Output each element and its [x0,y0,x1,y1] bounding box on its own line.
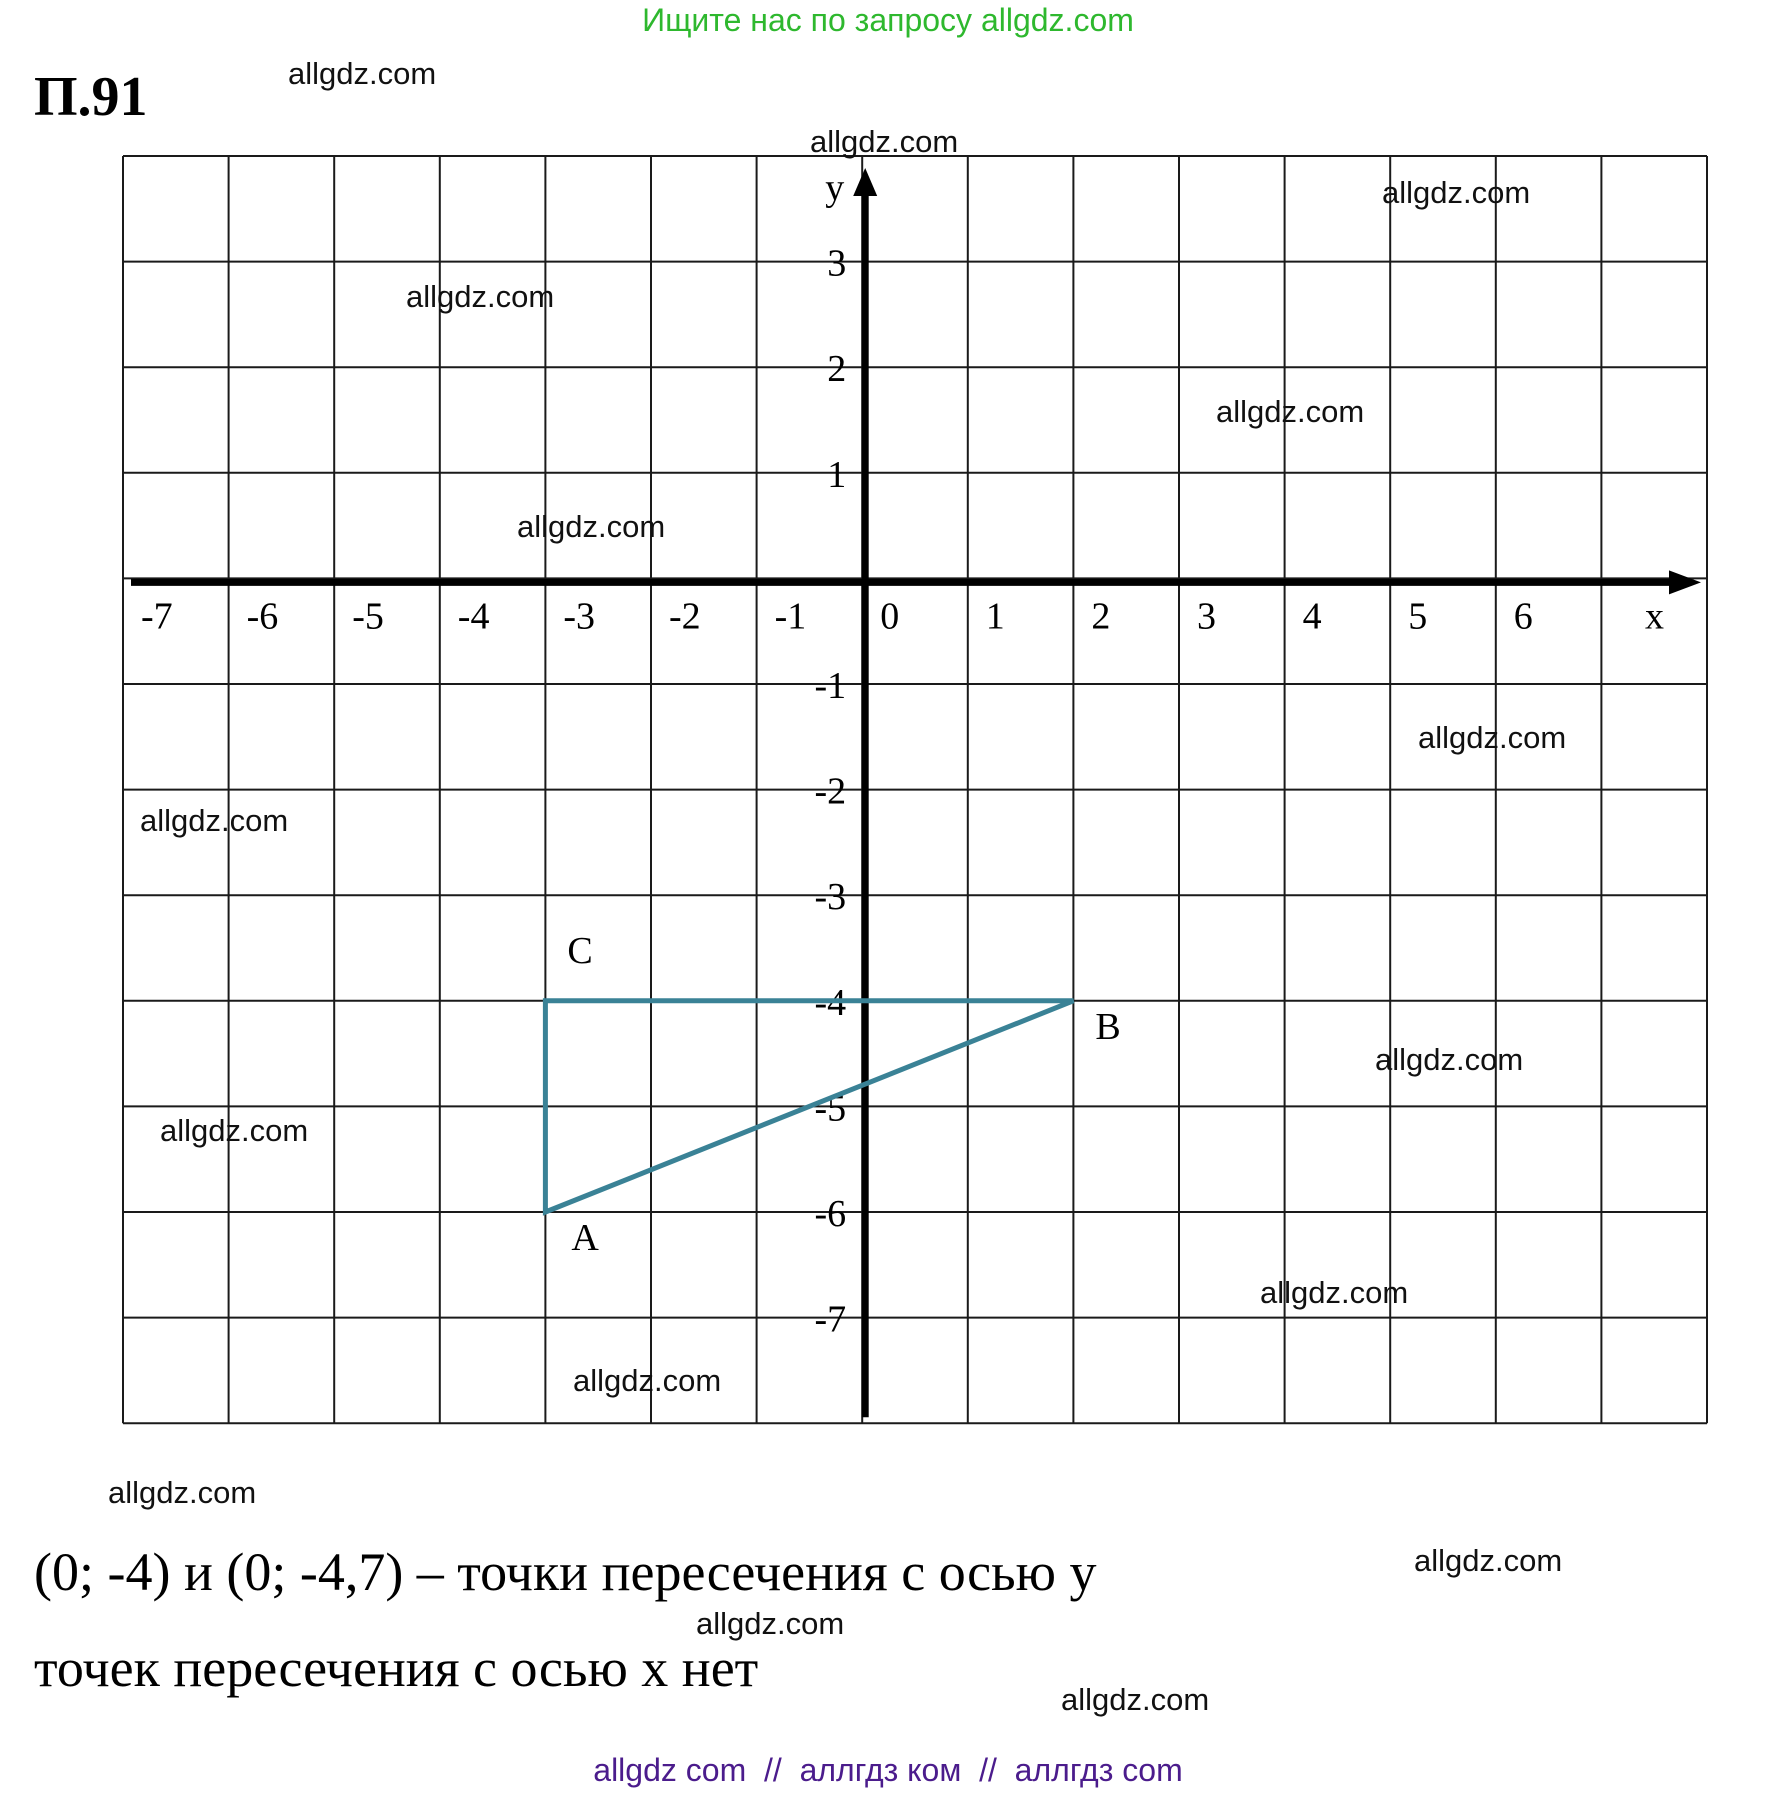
watermark-text: allgdz.com [517,509,666,544]
watermark-text: allgdz.com [1414,1543,1563,1578]
problem-title: П.91 [34,66,148,128]
x-tick-label: -2 [669,595,701,638]
x-tick-label: -3 [563,595,596,638]
watermark-text: allgdz.com [140,803,289,838]
x-tick-label: -1 [774,595,807,638]
x-tick-label: -5 [352,595,384,638]
search-hint-link[interactable]: Ищите нас по запросу allgdz.com [642,2,1134,38]
watermark-text: allgdz.com [1382,175,1531,210]
y-axis-arrow [853,168,877,196]
watermark-text: allgdz.com [810,124,959,159]
y-tick-label: -1 [814,665,847,707]
watermark-text: allgdz.com [573,1363,722,1398]
vertex-label-a: A [571,1217,599,1259]
x-tick-label: -6 [246,595,279,638]
y-tick-label: 2 [827,348,847,391]
watermark-text: allgdz.com [1375,1042,1524,1077]
vertex-label-c: C [567,929,593,972]
watermark-text: allgdz.com [160,1113,309,1148]
watermark-text: allgdz.com [406,279,555,314]
watermark-text: allgdz.com [1216,394,1365,429]
y-tick-label: -7 [814,1298,847,1341]
x-tick-label: 4 [1302,595,1322,638]
watermark-text: allgdz.com [1260,1275,1409,1310]
footer-links[interactable]: allgdz com // аллгдз ком // аллгдз com [593,1752,1183,1788]
y-tick-label: -3 [814,876,847,919]
x-axis-arrow [1669,570,1701,594]
y-tick-label: 3 [827,242,847,285]
answer-line-1: (0; -4) и (0; -4,7) – точки пересечения с осью у [34,1542,1097,1602]
axes [131,168,1701,1417]
x-tick-label: 6 [1513,595,1533,638]
y-tick-label: -5 [814,1087,847,1130]
y-tick-label: -4 [814,981,847,1024]
x-axis-label: x [1645,595,1664,638]
watermark-text: allgdz.com [1418,720,1567,755]
x-tick-label: 0 [880,595,900,638]
y-tick-label: -6 [814,1193,847,1235]
y-tick-label: 1 [827,453,847,496]
grid [123,156,1707,1423]
x-tick-label: 5 [1408,595,1428,638]
watermark-text: allgdz.com [1061,1682,1210,1717]
x-tick-label: 1 [985,595,1005,638]
watermark-text: allgdz.com [288,56,437,91]
x-tick-label: 3 [1197,595,1216,638]
watermark-text: allgdz.com [108,1475,257,1510]
x-tick-label: 2 [1091,595,1111,638]
y-axis-label: y [825,167,845,209]
y-tick-label: -2 [814,770,847,813]
answer-line-2: точек пересечения с осью х нет [34,1638,759,1698]
watermark-text: allgdz.com [696,1606,845,1641]
x-tick-label: -4 [457,595,490,638]
vertex-label-b: B [1095,1005,1121,1048]
x-tick-label: -7 [141,595,173,638]
